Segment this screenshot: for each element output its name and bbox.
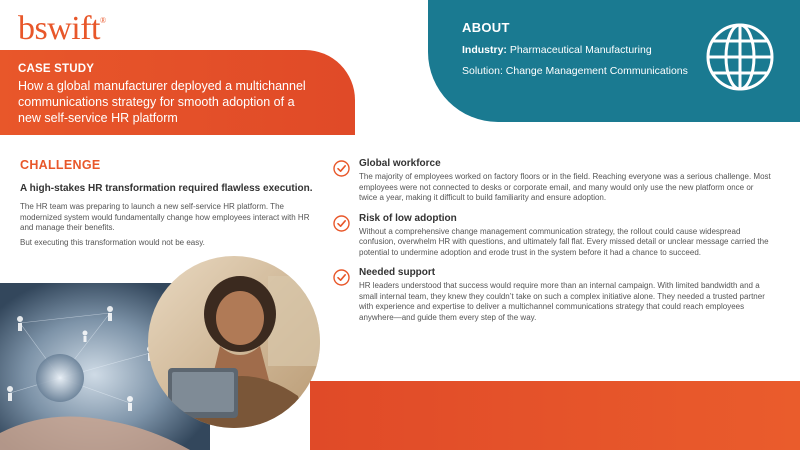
point-body: The majority of employees worked on factory floors or in the field. Reaching everyone was a serious challenge. Most employees were not connected to desks or corporate email, and many would only use the new platform once or twice a year, making it difficult to build familiarity and ensure adoption. <box>359 172 771 202</box>
point-risk-low-adoption <box>333 213 773 259</box>
bottom-accent-bar <box>310 381 800 450</box>
about-panel <box>428 0 800 122</box>
challenge-points <box>333 158 773 332</box>
check-circle-icon <box>333 215 350 232</box>
about-title: ABOUT <box>462 20 510 35</box>
case-study-title: How a global manufacturer deployed a multichannel communications strategy for smooth adoption of a new self-service HR platform <box>18 79 306 125</box>
point-body: Without a comprehensive change management communication strategy, the rollout could cause widespread confusion, overwhelm HR with questions, and ultimately fall flat. Every missed detail or unclear message carried the potential to undermine adoption and erode trust in the system before it had a chance to succeed. <box>359 226 769 257</box>
about-industry: Industry: Pharmaceutical Manufacturing <box>462 44 652 56</box>
point-needed-support <box>333 267 773 323</box>
globe-icon <box>704 21 776 93</box>
point-title: Risk of low adoption <box>359 212 457 224</box>
check-circle-icon <box>333 269 350 286</box>
challenge-heading: CHALLENGE <box>20 158 101 172</box>
bswift-logo: bswift® <box>18 10 106 47</box>
challenge-paragraph-2: But executing this transformation would not be easy. <box>20 238 205 247</box>
case-study-label: CASE STUDY <box>18 63 95 75</box>
check-circle-icon <box>333 160 350 177</box>
point-title: Global workforce <box>359 158 441 169</box>
about-solution: Solution: Change Management Communications <box>462 65 688 77</box>
point-body: HR leaders understood that success would require more than an internal campaign. With limited bandwidth and a small internal team, they knew they couldn’t take on such a complex initiative alone. They needed a trusted partner with experience and expertise to deliver a multichannel communications strategy that could reach employees anywhere—and guide them every step of the way. <box>359 281 765 322</box>
challenge-paragraph: The HR team was preparing to launch a new self-service HR platform. The modernized system would fundamentally change how employees interact with HR and manage their benefits. <box>20 202 310 232</box>
case-study-banner <box>0 50 355 135</box>
challenge-subheading: A high-stakes HR transformation required flawless execution. <box>20 183 313 194</box>
point-global-workforce <box>333 158 773 204</box>
smiling-woman-photo <box>148 256 320 428</box>
point-title: Needed support <box>359 267 436 278</box>
